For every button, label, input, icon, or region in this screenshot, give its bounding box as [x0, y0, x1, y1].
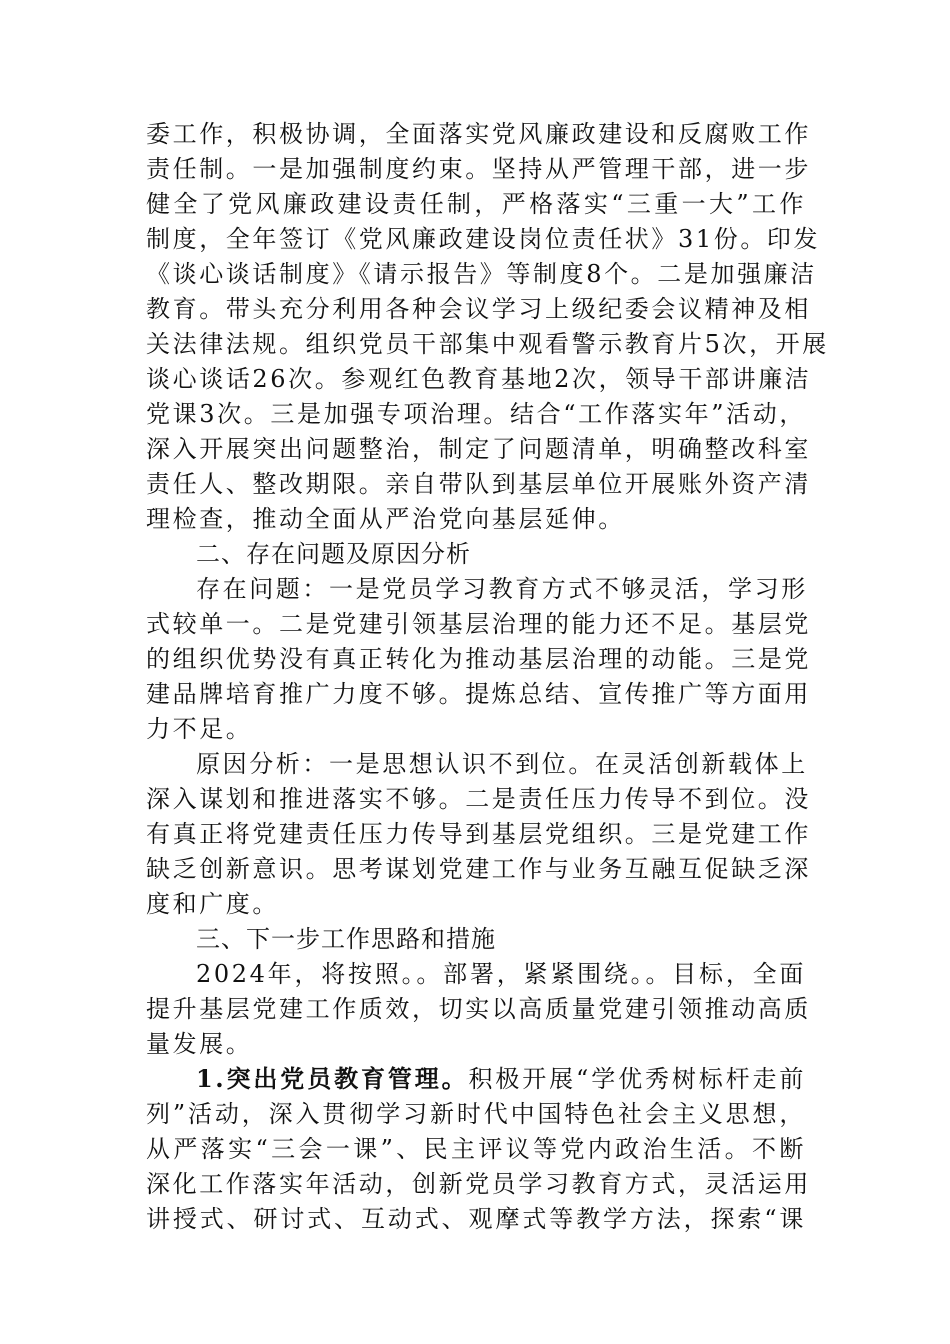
- paragraph-line: 谈心谈话26次。参观红色教育基地2次，领导干部讲廉洁: [146, 365, 812, 393]
- paragraph-line: 式较单一。二是党建引领基层治理的能力还不足。基层党: [146, 610, 811, 638]
- paragraph-line: 讲授式、研讨式、互动式、观摩式等教学方法，探索“课: [146, 1205, 806, 1233]
- paragraph-line: 提升基层党建工作质效，切实以高质量党建引领推动高质: [146, 995, 811, 1023]
- section-heading-3: 三、下一步工作思路和措施: [196, 925, 496, 953]
- item-1-text: 积极开展“学优秀树标杆走前: [468, 1065, 807, 1093]
- paragraph-line: 建品牌培育推广力度不够。提炼总结、宣传推广等方面用: [146, 680, 811, 708]
- paragraph-line: 健全了党风廉政建设责任制，严格落实“三重一大”工作: [146, 190, 806, 218]
- paragraph-line: 《谈心谈话制度》《请示报告》等制度8个。二是加强廉洁: [146, 260, 817, 288]
- paragraph-line: 党课3次。三是加强专项治理。结合“工作落实年”活动，: [146, 400, 806, 428]
- paragraph-line: 深化工作落实年活动，创新党员学习教育方式，灵活运用: [146, 1170, 811, 1198]
- paragraph-line: 缺乏创新意识。思考谋划党建工作与业务互融互促缺乏深: [146, 855, 811, 883]
- paragraph-line: 度和广度。: [146, 890, 279, 918]
- item-1-lead: 1.突出党员教育管理。: [196, 1064, 469, 1093]
- section-heading-2: 二、存在问题及原因分析: [196, 540, 471, 568]
- paragraph-line: 责任制。一是加强制度约束。坚持从严管理干部，进一步: [146, 155, 811, 183]
- paragraph-line: 关法律法规。组织党员干部集中观看警示教育片5次，开展: [146, 330, 829, 358]
- paragraph-line: 列”活动，深入贯彻学习新时代中国特色社会主义思想，: [146, 1100, 806, 1128]
- paragraph-line: 理检查，推动全面从严治党向基层延伸。: [146, 505, 625, 533]
- paragraph-line: 责任人、整改期限。亲自带队到基层单位开展账外资产清: [146, 470, 811, 498]
- paragraph-line: 量发展。: [146, 1030, 253, 1058]
- paragraph-line: 委工作，积极协调，全面落实党风廉政建设和反腐败工作: [146, 120, 811, 148]
- paragraph-line: 原因分析：一是思想认识不到位。在灵活创新载体上: [196, 750, 808, 778]
- paragraph-line: 有真正将党建责任压力传导到基层党组织。三是党建工作: [146, 820, 811, 848]
- item-1-first-line: [196, 1062, 806, 1096]
- paragraph-line: 深入谋划和推进落实不够。二是责任压力传导不到位。没: [146, 785, 811, 813]
- paragraph-line: 深入开展突出问题整治，制定了问题清单，明确整改科室: [146, 435, 811, 463]
- paragraph-line: 从严落实“三会一课”、民主评议等党内政治生活。不断: [146, 1135, 806, 1163]
- paragraph-line: 存在问题：一是党员学习教育方式不够灵活，学习形: [196, 575, 808, 603]
- paragraph-line: 力不足。: [146, 715, 253, 743]
- paragraph-line: 制度，全年签订《党风廉政建设岗位责任状》31份。印发: [146, 225, 821, 253]
- paragraph-line: 教育。带头充分利用各种会议学习上级纪委会议精神及相: [146, 295, 811, 323]
- paragraph-line: 的组织优势没有真正转化为推动基层治理的动能。三是党: [146, 645, 811, 673]
- paragraph-line: 2024年，将按照。。部署，紧紧围绕。。目标，全面: [196, 960, 806, 988]
